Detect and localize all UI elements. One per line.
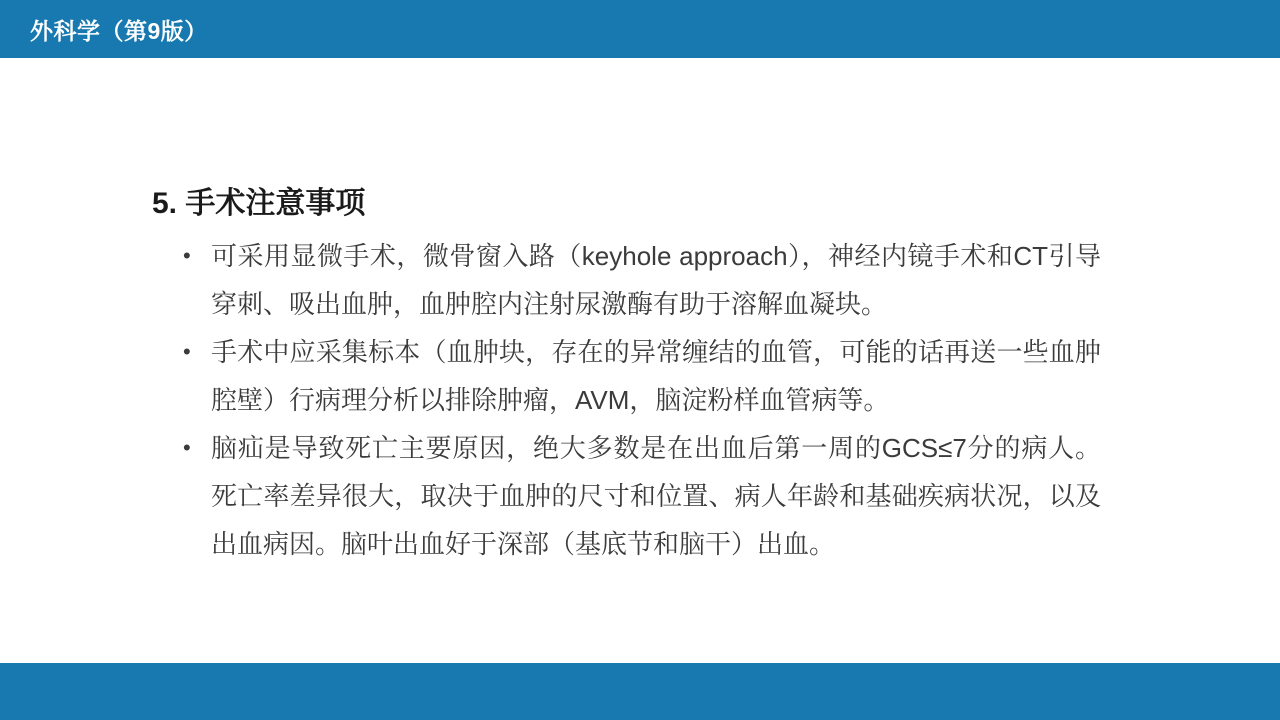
bullet-text: 可采用显微手术，微骨窗入路（keyhole approach），神经内镜手术和CT引导穿刺、吸出血肿，血肿腔内注射尿激酶有助于溶解血凝块。: [211, 241, 1101, 319]
bullet-marker: •: [183, 243, 191, 268]
bullet-marker: •: [183, 339, 191, 364]
bullet-list: [183, 232, 1101, 568]
book-title: 外科学（第9版）: [30, 17, 208, 44]
bullet-text: 手术中应采集标本（血肿块，存在的异常缠结的血管，可能的话再送一些血肿腔壁）行病理分析以排除肿瘤，AVM，脑淀粉样血管病等。: [211, 337, 1101, 415]
bullet-item: [183, 328, 1101, 424]
bullet-item: [183, 232, 1101, 328]
bullet-text: 脑疝是导致死亡主要原因，绝大多数是在出血后第一周的GCS≤7分的病人。死亡率差异很大，取决于血肿的尺寸和位置、病人年龄和基础疾病状况，以及出血病因。脑叶出血好于深部（基底节和脑干）出血。: [211, 433, 1101, 559]
footer-bar: [0, 663, 1280, 720]
header-bar: [0, 0, 1280, 58]
bullet-marker: •: [183, 435, 191, 460]
slide-title: 5. 手术注意事项: [152, 187, 366, 221]
bullet-item: [183, 424, 1101, 568]
